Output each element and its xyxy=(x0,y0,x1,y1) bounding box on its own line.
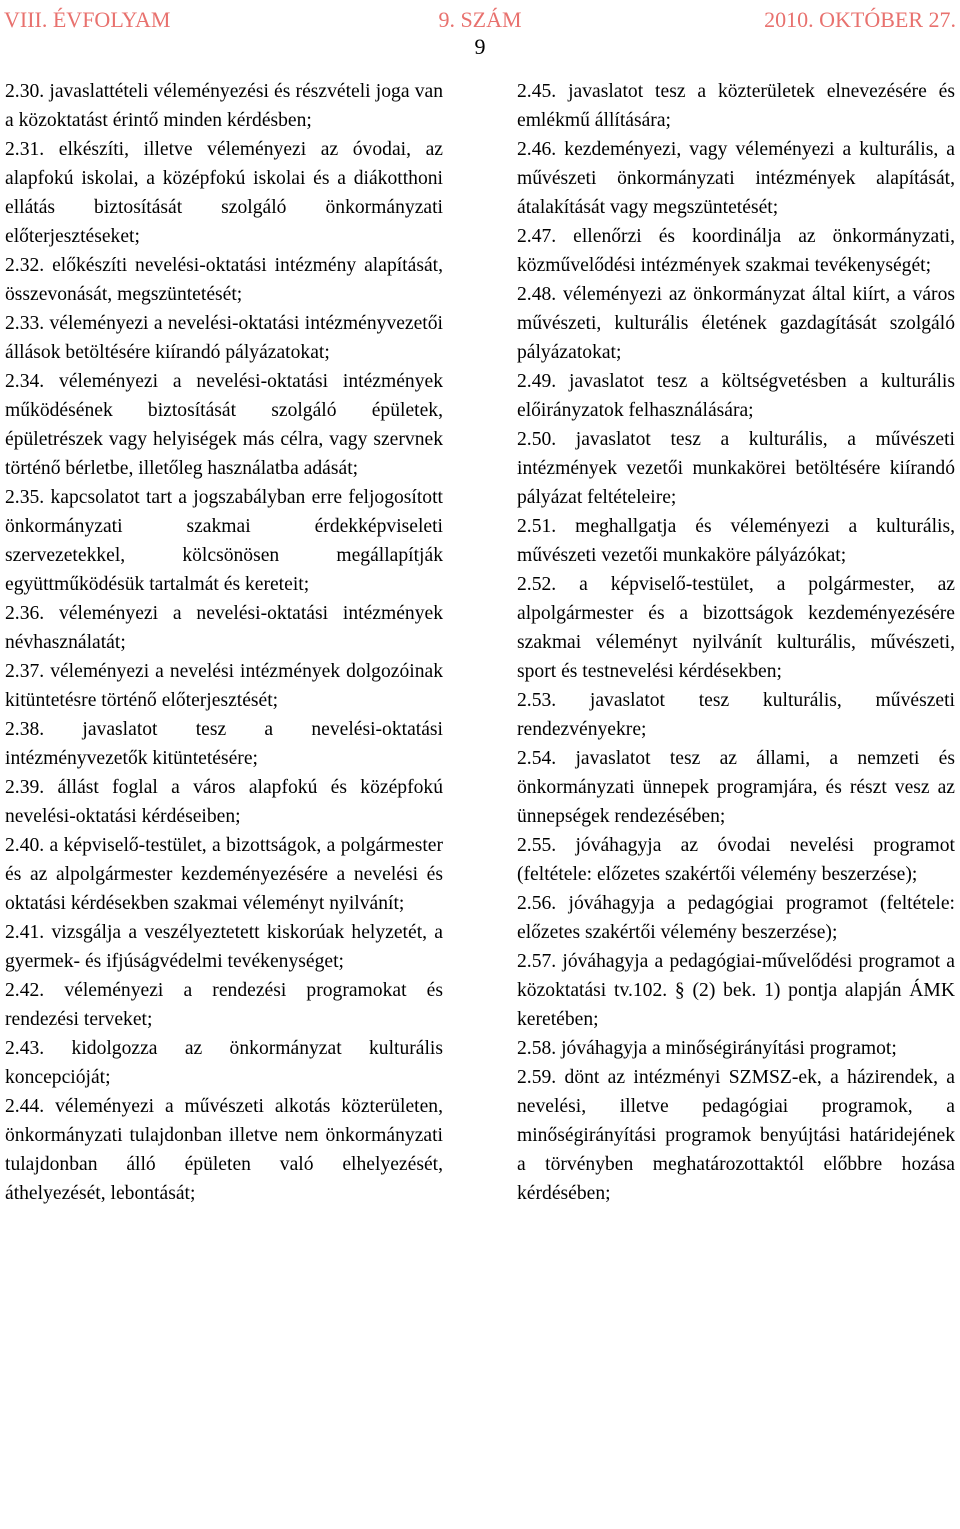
item-text: véleményezi a művészeti alkotás közterületen, önkormányzati tulajdonban illetve nem önkormányzati tulajdonban álló épületen való elhelyezését, áthelyezését, lebontását; xyxy=(5,1096,443,1204)
item-text: kidolgozza az önkormányzat kulturális koncepcióját; xyxy=(5,1038,443,1088)
item-text: vizsgálja a veszélyeztetett kiskorúak helyzetét, a gyermek- és ifjúságvédelmi tevékenységet; xyxy=(5,922,443,972)
list-item xyxy=(5,976,443,1034)
item-text: előkészíti nevelési-oktatási intézmény alapítását, összevonását, megszüntetését; xyxy=(5,255,443,305)
item-number: 2.51. xyxy=(517,516,557,537)
item-number: 2.46. xyxy=(517,139,557,160)
item-number: 2.31. xyxy=(5,139,45,160)
item-number: 2.52. xyxy=(517,574,557,595)
item-number: 2.47. xyxy=(517,226,557,247)
list-item xyxy=(517,1063,955,1208)
list-item xyxy=(517,367,955,425)
list-item xyxy=(517,831,955,889)
item-text: kapcsolatot tart a jogszabályban erre feljogosított önkormányzati szakmai érdekképviseleti szervezetekkel, kölcsönösen megállapítják együttműködésük tartalmát és kereteit; xyxy=(5,487,443,595)
item-text: javaslatot tesz a nevelési-oktatási intézményvezetők kitüntetésére; xyxy=(5,719,443,769)
list-item xyxy=(517,686,955,744)
left-column xyxy=(5,77,443,1208)
list-item xyxy=(517,135,955,222)
list-item xyxy=(517,889,955,947)
item-text: a képviselő-testület, a polgármester, az alpolgármester és a bizottságok kezdeményezésére szakmai véleményt nyilvánít kulturális, művészeti, sport és testnevelési kérdésekben; xyxy=(517,574,955,682)
item-number: 2.50. xyxy=(517,429,557,450)
right-column xyxy=(517,77,955,1208)
list-item xyxy=(5,483,443,599)
item-text: jóváhagyja a minőségirányítási programot; xyxy=(561,1038,897,1059)
list-item xyxy=(5,1034,443,1092)
item-number: 2.53. xyxy=(517,690,557,711)
item-number: 2.58. xyxy=(517,1038,557,1059)
date-label: 2010. OKTÓBER 27. xyxy=(764,7,956,32)
item-text: javaslattételi véleményezési és részvételi joga van a közoktatást érintő minden kérdésben; xyxy=(5,81,443,131)
list-item xyxy=(5,918,443,976)
item-text: jóváhagyja az óvodai nevelési programot (feltétele: előzetes szakértői vélemény beszerzése); xyxy=(517,835,955,885)
item-number: 2.30. xyxy=(5,81,45,102)
list-item xyxy=(5,1092,443,1208)
item-text: véleményezi a nevelési intézmények dolgozóinak kitüntetésre történő előterjesztését; xyxy=(5,661,443,711)
volume-label: VIII. ÉVFOLYAM xyxy=(4,7,171,32)
item-text: javaslatot tesz a költségvetésben a kulturális előirányzatok felhasználására; xyxy=(517,371,956,421)
list-item xyxy=(517,570,955,686)
list-item xyxy=(5,657,443,715)
item-text: javaslatot tesz a közterületek elnevezésére és emlékmű állítására; xyxy=(517,81,955,131)
item-number: 2.44. xyxy=(5,1096,45,1117)
item-text: véleményezi a rendezési programokat és rendezési terveket; xyxy=(5,980,443,1030)
item-number: 2.34. xyxy=(5,371,45,392)
list-item xyxy=(5,715,443,773)
list-item xyxy=(5,251,443,309)
list-item xyxy=(5,831,443,918)
item-number: 2.37. xyxy=(5,661,45,682)
item-text: véleményezi a nevelési-oktatási intézményvezetői állások betöltésére kiírandó pályázatokat; xyxy=(5,313,443,363)
list-item xyxy=(517,744,955,831)
issue-label: 9. SZÁM xyxy=(438,7,522,32)
list-item xyxy=(517,512,955,570)
list-item xyxy=(5,77,443,135)
item-number: 2.45. xyxy=(517,81,557,102)
list-item xyxy=(517,947,955,1034)
list-item xyxy=(5,135,443,251)
list-item xyxy=(517,222,955,280)
item-number: 2.48. xyxy=(517,284,557,305)
item-number: 2.36. xyxy=(5,603,45,624)
item-number: 2.57. xyxy=(517,951,557,972)
item-number: 2.33. xyxy=(5,313,45,334)
item-number: 2.54. xyxy=(517,748,557,769)
item-number: 2.43. xyxy=(5,1038,45,1059)
item-text: javaslatot tesz kulturális, művészeti rendezvényekre; xyxy=(517,690,955,740)
item-text: véleményezi a nevelési-oktatási intézmények névhasználatát; xyxy=(5,603,443,653)
item-text: jóváhagyja a pedagógiai-művelődési programot a közoktatási tv.102. § (2) bek. 1) pontja alapján ÁMK keretében; xyxy=(517,951,955,1030)
item-number: 2.35. xyxy=(5,487,45,508)
list-item xyxy=(517,280,955,367)
item-number: 2.38. xyxy=(5,719,45,740)
list-item xyxy=(5,773,443,831)
item-number: 2.49. xyxy=(517,371,557,392)
page-number: 9 xyxy=(474,34,486,59)
item-number: 2.42. xyxy=(5,980,45,1001)
item-text: ellenőrzi és koordinálja az önkormányzati, közművelődési intézmények szakmai tevékenységét; xyxy=(517,226,955,276)
item-text: véleményezi az önkormányzat által kiírt, a város művészeti, kulturális életének gazdagítását szolgáló pályázatokat; xyxy=(517,284,956,363)
item-text: a képviselő-testület, a bizottságok, a polgármester és az alpolgármester kezdeményezésére a nevelési és oktatási kérdésekben szakmai véleményt nyilvánít; xyxy=(5,835,443,914)
item-text: véleményezi a nevelési-oktatási intézmények működésének biztosítását szolgáló épületek, épületrészek vagy helyiségek más célra, vagy szervnek történő bérletbe, illetőleg használatba adását; xyxy=(5,371,443,479)
item-text: kezdeményezi, vagy véleményezi a kulturális, a művészeti önkormányzati intézmények alapítását, átalakítását vagy megszüntetését; xyxy=(517,139,955,218)
item-number: 2.40. xyxy=(5,835,45,856)
item-number: 2.32. xyxy=(5,255,45,276)
item-number: 2.39. xyxy=(5,777,45,798)
list-item xyxy=(517,1034,955,1063)
item-number: 2.56. xyxy=(517,893,557,914)
item-text: javaslatot tesz az állami, a nemzeti és önkormányzati ünnepek programjára, és részt vesz az ünnepségek rendezésében; xyxy=(517,748,955,827)
item-text: dönt az intézményi SZMSZ-ek, a házirendek, a nevelési, illetve pedagógiai programok, a minőségirányítási programok benyújtási határidejének a törvényben meghatározottaktól előbbre hozása kérdésében; xyxy=(517,1067,955,1204)
list-item xyxy=(517,77,955,135)
item-number: 2.59. xyxy=(517,1067,557,1088)
list-item xyxy=(5,599,443,657)
item-text: elkészíti, illetve véleményezi az óvodai, az alapfokú iskolai, a középfokú iskolai és a diákotthoni ellátás biztosítását szolgáló önkormányzati előterjesztéseket; xyxy=(5,139,443,247)
item-text: állást foglal a város alapfokú és középfokú nevelési-oktatási kérdéseiben; xyxy=(5,777,443,827)
list-item xyxy=(5,309,443,367)
item-number: 2.41. xyxy=(5,922,45,943)
page-header xyxy=(4,6,956,64)
list-item xyxy=(517,425,955,512)
list-item xyxy=(5,367,443,483)
item-text: javaslatot tesz a kulturális, a művészeti intézmények vezetői munkakörei betöltésére kiírandó pályázat feltételeire; xyxy=(517,429,955,508)
item-text: jóváhagyja a pedagógiai programot (feltétele: előzetes szakértői vélemény beszerzése); xyxy=(517,893,956,943)
item-number: 2.55. xyxy=(517,835,557,856)
item-text: meghallgatja és véleményezi a kulturális, művészeti vezetői munkaköre pályázókat; xyxy=(517,516,955,566)
